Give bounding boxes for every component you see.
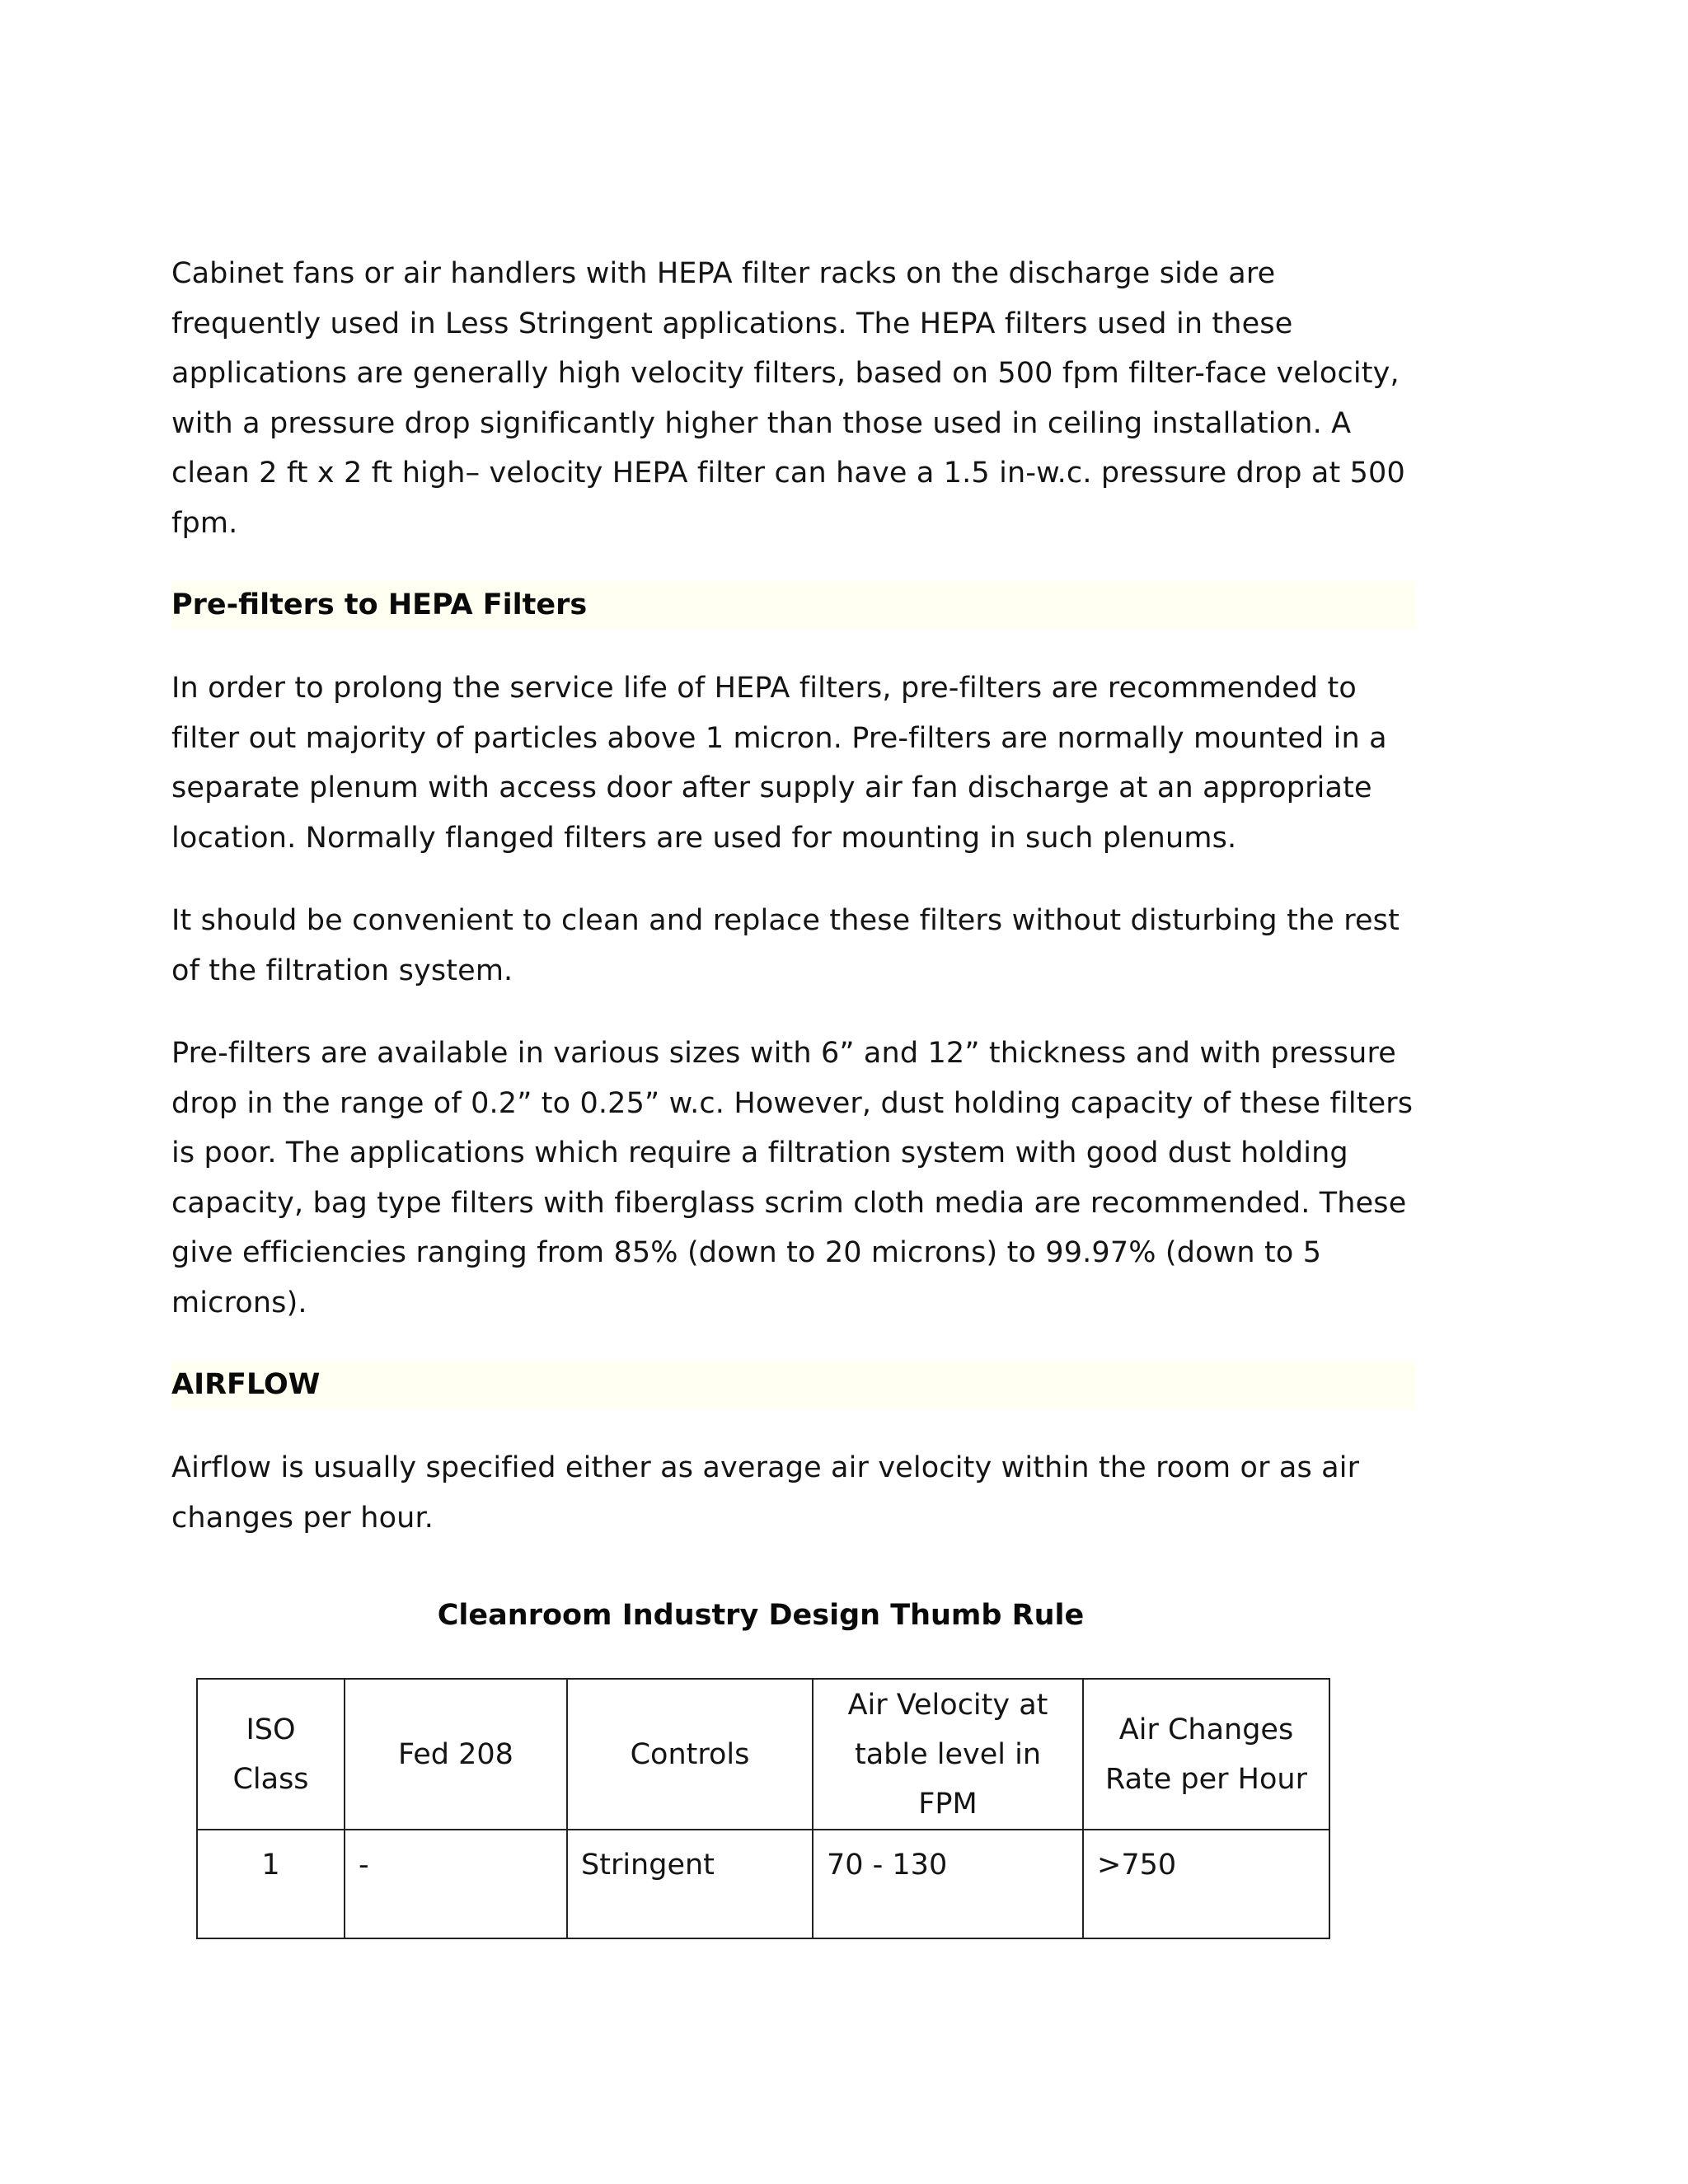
- paragraph-prefilter-service-life: In order to prolong the service life of HEPA filters, pre-filters are recommended to filter out majority of particles above 1 micron. Pre-filters are normally mounted in a separate plenum with access door after supply air fan discharge at an appropriate location. Normally flanged filters are used for mounting in such plenums.: [171, 672, 1387, 855]
- table-row: [197, 1830, 1329, 1938]
- paragraph-airflow: Airflow is usually specified either as average air velocity within the room or as air changes per hour.: [171, 1451, 1360, 1535]
- cell-air-changes: >750: [1083, 1830, 1329, 1938]
- header-air-changes: [1083, 1679, 1329, 1830]
- paragraph-prefilter-sizes: Pre-filters are available in various sizes with 6” and 12” thickness and with pressure drop in the range of 0.2” to 0.25” w.c. However, dust holding capacity of these filters is poor. The applications which require a filtration system with good dust holding capacity, bag type filters with fiberglass scrim cloth media are recommended. These give efficiencies ranging from 85% (down to 20 microns) to 99.97% (down to 5 microns).: [171, 1037, 1414, 1319]
- page-content: [171, 249, 1424, 1939]
- header-air-velocity: [813, 1679, 1083, 1830]
- cell-controls: Stringent: [567, 1830, 813, 1938]
- thumb-rule-table: [196, 1678, 1330, 1939]
- table-header-row: [197, 1679, 1329, 1830]
- cell-fed-208: -: [345, 1830, 567, 1938]
- header-velocity-line1: Air Velocity at: [847, 1688, 1048, 1722]
- header-changes-line1: Air Changes: [1118, 1713, 1294, 1746]
- heading-prefilters: Pre-filters to HEPA Filters: [171, 581, 1416, 629]
- header-iso-class: [197, 1679, 345, 1830]
- header-iso-line2: Class: [232, 1762, 309, 1796]
- header-fed-208: Fed 208: [345, 1679, 567, 1830]
- cell-air-velocity: 70 - 130: [813, 1830, 1083, 1938]
- header-velocity-line2: table level in FPM: [854, 1737, 1042, 1821]
- heading-airflow: AIRFLOW: [171, 1361, 1416, 1408]
- table-title: Cleanroom Industry Design Thumb Rule: [437, 1599, 1085, 1632]
- header-iso-line1: ISO: [246, 1713, 296, 1746]
- paragraph-hepa-cabinet-fans: Cabinet fans or air handlers with HEPA filter racks on the discharge side are frequently used in Less Stringent applications. The HEPA filters used in these applications are generally high velocity filters, based on 500 fpm filter-face velocity, with a pressure drop significantly higher than those used in ceiling installation. A clean 2 ft x 2 ft high– velocity HEPA filter can have a 1.5 in-w.c. pressure drop at 500 fpm.: [171, 257, 1405, 540]
- header-controls: Controls: [567, 1679, 813, 1830]
- cell-iso-class: 1: [197, 1830, 345, 1938]
- paragraph-prefilter-cleaning: It should be convenient to clean and replace these filters without disturbing the rest of the filtration system.: [171, 904, 1400, 987]
- header-changes-line2: Rate per Hour: [1105, 1762, 1307, 1796]
